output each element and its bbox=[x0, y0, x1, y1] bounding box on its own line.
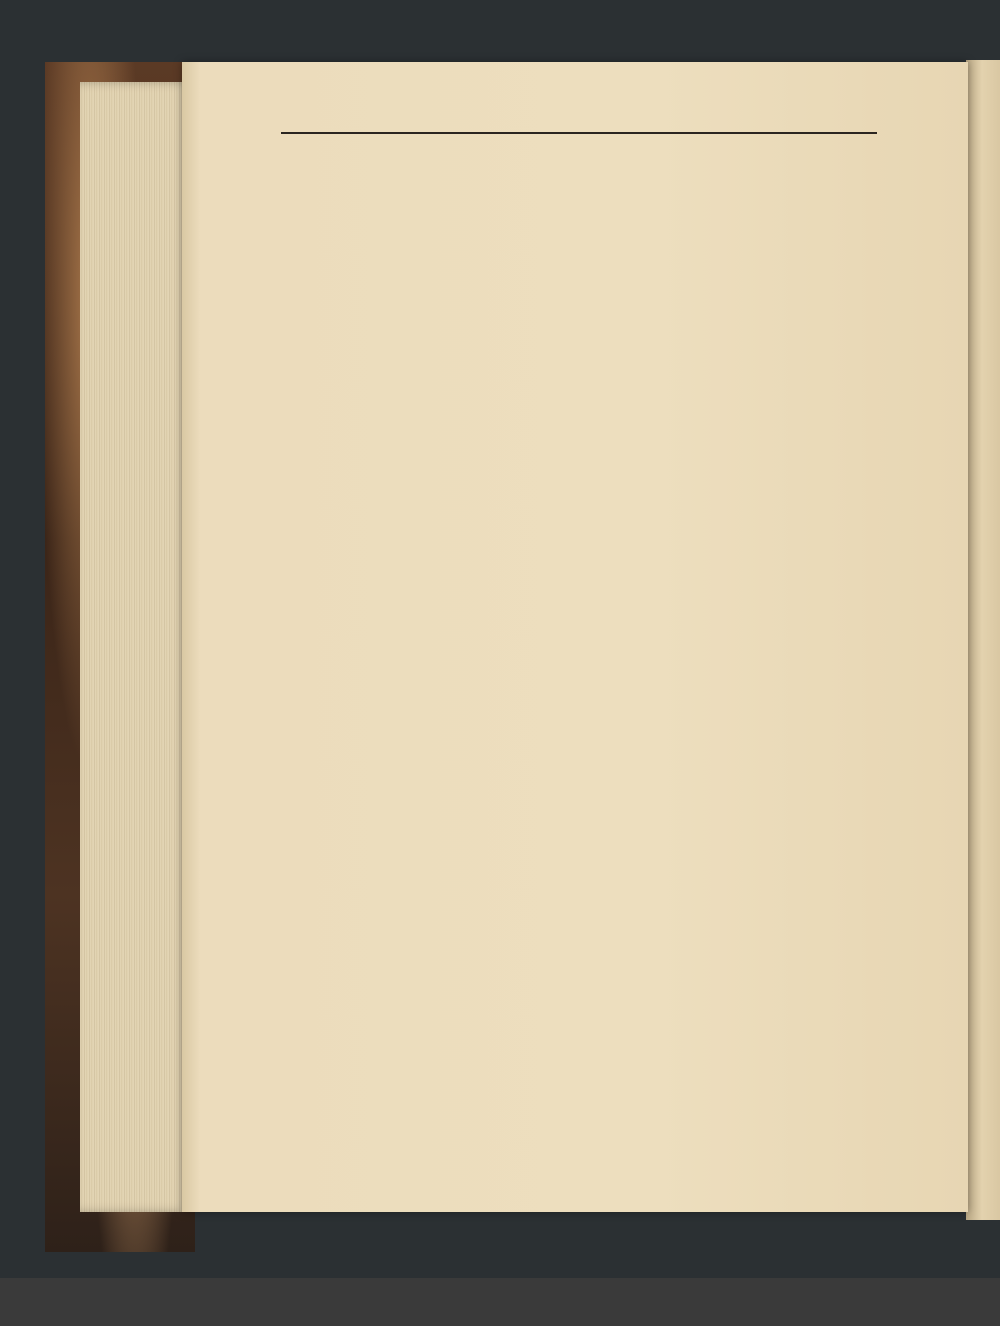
book-page bbox=[182, 62, 968, 1212]
first-paragraph-tail bbox=[281, 146, 877, 167]
page-edges bbox=[80, 82, 192, 1212]
title-rule bbox=[281, 132, 877, 134]
page-content bbox=[281, 110, 877, 181]
library-logo-icon bbox=[4, 1283, 52, 1321]
library-footer bbox=[0, 1278, 1000, 1326]
facing-page-edge bbox=[966, 60, 1000, 1220]
first-paragraph bbox=[281, 146, 877, 167]
drop-cap bbox=[283, 148, 341, 206]
